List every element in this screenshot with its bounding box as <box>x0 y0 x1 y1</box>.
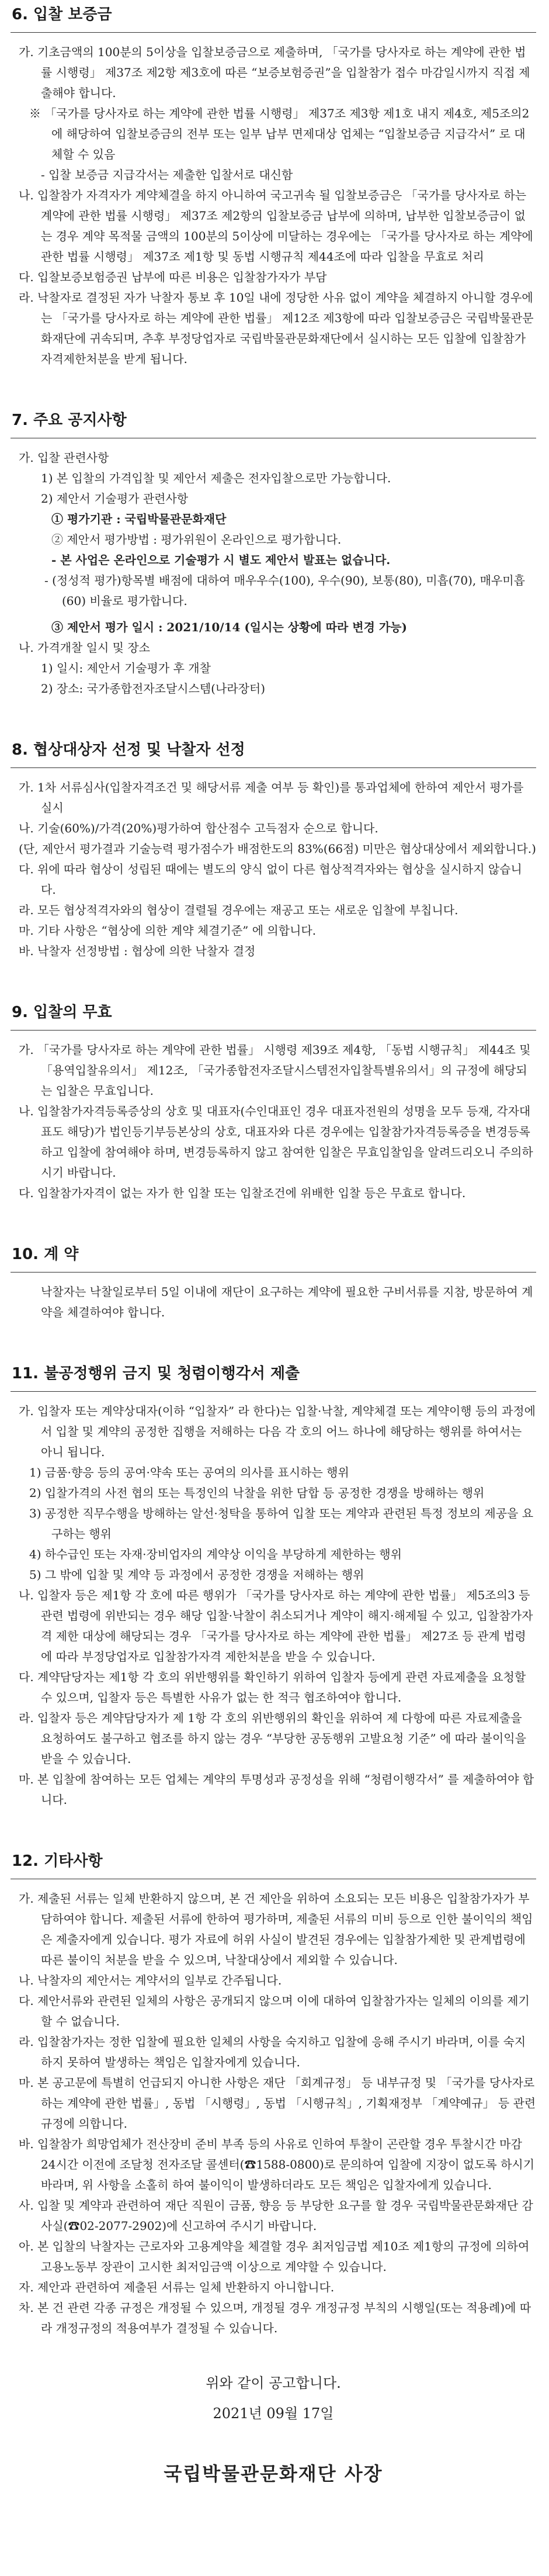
paragraph-line: 3) 공정한 직무수행을 방해하는 알선·청탁을 통하여 입찰 또는 계약과 관련된 특정 정보의 제공을 요구하는 행위 <box>29 1506 534 1541</box>
paragraph-line: 다. 입찰보증보험증권 납부에 따른 비용은 입찰참가자가 부담 <box>19 270 327 284</box>
paragraph-line: 마. 본 입찰에 참여하는 모든 업체는 계약의 투명성과 공정성을 위해 “청렴이행각서” 를 제출하여야 합니다. <box>19 1772 534 1807</box>
paragraph-line: 낙찰자는 낙찰일로부터 5일 이내에 재단이 요구하는 계약에 필요한 구비서류를 지참, 방문하여 계약을 체결하여야 합니다. <box>41 1285 533 1319</box>
section-title: 11. 불공정행위 금지 및 청렴이행각서 제출 <box>11 1360 536 1392</box>
paragraph-line: 가. 기초금액의 100분의 5이상을 입찰보증금으로 제출하며, 「국가를 당사자로 하는 계약에 관한 법률 시행령」 제37조 제2항 제3호에 따른 “보증보험증권”을 입찰참가 접수 마감일시까지 직접 제출해야 합니다. <box>19 45 530 100</box>
paragraph-line: ※ 「국가를 당사자로 하는 계약에 관한 법률 시행령」 제37조 제3항 제1호 내지 제4호, 제5조의2에 해당하여 입찰보증금의 전부 또는 일부 납부 면제대상 업체는 “입찰보증금 지급각서” 로 대체할 수 있음 <box>29 106 530 161</box>
paragraph-line: 가. 입찰자 또는 계약상대자(이하 “입찰자” 라 한다)는 입찰·낙찰, 계약체결 또는 계약이행 등의 과정에서 입찰 및 계약의 공정한 집행을 저해하는 다음 각 호의 어느 하나에 해당하는 행위를 하여서는 아니 됩니다. <box>19 1404 536 1459</box>
paragraph-line: 2) 제안서 기술평가 관련사항 <box>41 492 189 506</box>
section-title: 10. 계 약 <box>11 1241 536 1273</box>
paragraph-line: 라. 입찰참가자는 정한 입찰에 필요한 일체의 사항을 숙지하고 입찰에 응해 주시기 바라며, 이를 숙지하지 못하여 발생하는 책임은 입찰자에게 있습니다. <box>19 2035 526 2069</box>
paragraph-line: 나. 가격개찰 일시 및 장소 <box>19 641 150 655</box>
paragraph-line: 4) 하수급인 또는 자재·장비업자의 계약상 이익을 부당하게 제한하는 행위 <box>29 1547 402 1561</box>
paragraph-line: 다. 입찰참가자격이 없는 자가 한 입찰 또는 입찰조건에 위배한 입찰 등은 무효로 합니다. <box>19 1186 466 1200</box>
section-title: 9. 입찰의 무효 <box>11 999 536 1031</box>
section-title: 7. 주요 공지사항 <box>11 407 536 438</box>
paragraph-line: 라. 입찰자 등은 계약담당자가 제 1항 각 호의 위반행위의 확인을 위하여 제 다항에 따른 자료제출을 요청하여도 불구하고 협조를 하지 않는 경우 “부당한 공동행위 고발요청 기준” 에 따라 불이익을 받을 수 있습니다. <box>19 1711 526 1766</box>
section-contract <box>11 1241 536 1323</box>
section-unfair-practice <box>11 1360 536 1810</box>
section-title: 6. 입찰 보증금 <box>11 1 536 33</box>
spacer <box>11 611 536 617</box>
paragraph-line: 가. 입찰 관련사항 <box>19 451 109 465</box>
paragraph-line: 마. 본 공고문에 특별히 언급되지 아니한 사항은 재단 「회계규정」 등 내부규정 및 「국가를 당사자로 하는 계약에 관한 법률」, 동법 「시행령」, 동법 「시행규칙」, 기획재정부 「계약예규」 등 관련규정에 의합니다. <box>19 2076 536 2131</box>
closing-statement: 위와 같이 공고합니다. <box>206 2375 341 2391</box>
paragraph-line: 가. 제출된 서류는 일체 반환하지 않으며, 본 건 제안을 위하여 소요되는 모든 비용은 입찰참가자가 부담하여야 합니다. 제출된 서류에 한하여 평가하며, 제출된 서류의 미비 등으로 인한 불이익의 책임은 제출자에게 있습니다. 평가 자료에 허위 사실이 발견된 경우에는 입찰참가제한 및 관계법령에 따른 불이익 처분을 받을 수 있으며, 낙찰대상에서 제외할 수 있습니다. <box>19 1892 533 1967</box>
paragraph-line: 마. 기타 사항은 “협상에 의한 계약 체결기준” 에 의합니다. <box>19 924 317 938</box>
announcement-date: 2021년 09월 17일 <box>213 2405 334 2422</box>
paragraph-line: 나. 입찰참가자격등록증상의 상호 및 대표자(수인대표인 경우 대표자전원의 성명을 모두 등재, 각자대표도 해당)가 법인등기부등본상의 상호, 대표자와 다른 경우에는 입찰참가자격등록증을 변경등록하고 입찰에 참여해야 하며, 변경등록하지 않고 참여한 입찰은 무효입찰임을 알려드리오니 주의하시기 바랍니다. <box>19 1104 533 1180</box>
paragraph-line: 다. 위에 따라 협상이 성립된 때에는 별도의 양식 없이 다른 협상적격자와는 협상을 실시하지 않습니다. <box>19 862 522 897</box>
paragraph-line: 다. 제안서류와 관련된 일체의 사항은 공개되지 않으며 이에 대하여 입찰참가자는 일체의 이의를 제기할 수 없습니다. <box>19 1994 530 2028</box>
paragraph-line: 나. 기술(60%)/가격(20%)평가하여 합산점수 고득점자 순으로 합니다. <box>19 821 378 835</box>
section-bid-deposit <box>11 1 536 369</box>
announcement-document <box>11 0 536 2486</box>
paragraph-line: 다. 계약담당자는 제1항 각 호의 위반행위를 확인하기 위하여 입찰자 등에게 관련 자료제출을 요청할 수 있으며, 입찰자 등은 특별한 사유가 없는 한 적극 협조하여야 합니다. <box>19 1670 526 1704</box>
paragraph-line: 자. 제안과 관련하여 제출된 서류는 일체 반환하지 아니합니다. <box>19 2280 335 2294</box>
paragraph-line: ② 제안서 평가방법 : 평가위원이 온라인으로 평가합니다. <box>51 533 342 547</box>
paragraph-line: ① 평가기관 : 국립박물관문화재단 <box>51 512 227 526</box>
paragraph-line: 차. 본 건 관련 각종 규정은 개정될 수 있으며, 개정될 경우 개정규정 부칙의 시행일(또는 적용례)에 따라 개정규정의 적용여부가 결정될 수 있습니다. <box>19 2301 531 2335</box>
paragraph-line: 아. 본 입찰의 낙찰자는 근로자와 고용계약을 체결할 경우 최저임금법 제10조 제1항의 규정에 의하여 고용노동부 장관이 고시한 최저임금액 이상으로 계약할 수 있습니다. <box>19 2239 530 2274</box>
paragraph-line: 라. 낙찰자로 결정된 자가 낙찰자 통보 후 10일 내에 정당한 사유 없이 계약을 체결하지 아니할 경우에는 「국가를 당사자로 하는 계약에 관한 법률」 제12조 제3항에 따라 입찰보증금은 국립박물관문화재단에 귀속되며, 추후 부정당업자로 국립박물관문화재단에서 실시하는 모든 입찰에 입찰참가자격제한처분을 받게 됩니다. <box>19 291 534 366</box>
section-key-notices <box>11 407 536 699</box>
section-misc <box>11 1848 536 2339</box>
paragraph-line: 사. 입찰 및 계약과 관련하여 재단 직원이 금품, 향응 등 부당한 요구를 할 경우 국립박물관문화재단 감사실(☎02-2077-2902)에 신고하여 주시기 바랍니다. <box>19 2198 533 2233</box>
section-negotiation-selection <box>11 737 536 962</box>
paragraph-line: (단, 제안서 평가결과 기술능력 평가점수가 배점한도의 83%(66점) 미만은 협상대상에서 제외합니다.) <box>19 842 536 856</box>
paragraph-line: 바. 입찰참가 희망업체가 전산장비 준비 부족 등의 사유로 인하여 투찰이 곤란할 경우 투찰시간 마감 24시간 이전에 조달청 전자조달 콜센터(☎1588-0800)로 문의하여 입찰에 지장이 없도록 하시기 바라며, 위 사항을 소홀히 하여 불이익이 발생하더라도 모든 책임은 입찰자에게 있습니다. <box>19 2137 535 2192</box>
paragraph-line: ③ 제안서 평가 일시 : 2021/10/14 (일시는 상황에 따라 변경 가능) <box>51 620 407 634</box>
paragraph-line: - 본 사업은 온라인으로 기술평가 시 별도 제안서 발표는 없습니다. <box>51 553 391 567</box>
section-bid-invalidity <box>11 999 536 1204</box>
paragraph-line: 1) 일시: 제안서 기술평가 후 개찰 <box>41 661 211 675</box>
paragraph-line: 1) 금품·향응 등의 공여·약속 또는 공여의 의사를 표시하는 행위 <box>29 1465 349 1479</box>
paragraph-line: 나. 입찰참가 자격자가 계약체결을 하지 아니하여 국고귀속 될 입찰보증금은 「국가를 당사자로 하는 계약에 관한 법률 시행령」 제37조 제2항의 입찰보증금 납부에 의하며, 납부한 입찰보증금이 없는 경우 계약 목적물 금액의 100분의 5이상에 미달하는 경우에는 「국가를 당사자로 하는 계약에 관한 법률 시행령」 제37조 제1항 및 동법 시행규칙 제44조에 따라 입찰을 무효로 처리 <box>19 188 533 264</box>
paragraph-line: 2) 입찰가격의 사전 협의 또는 특정인의 낙찰을 위한 담합 등 공정한 경쟁을 방해하는 행위 <box>29 1486 485 1500</box>
paragraph-line: 1) 본 입찰의 가격입찰 및 제안서 제출은 전자입찰으로만 가능합니다. <box>41 471 391 485</box>
paragraph-line: 가. 「국가를 당사자로 하는 계약에 관한 법률」 시행령 제39조 제4항, 「동법 시행규칙」 제44조 및 「용역입찰유의서」 제12조, 「국가종합전자조달시스템전자입찰특별유의서」의 규정에 해당되는 입찰은 무효입니다. <box>19 1043 531 1098</box>
paragraph-line: - (정성적 평가)항목별 배점에 대하여 매우우수(100), 우수(90), 보통(80), 미흡(70), 매우미흡(60) 비율로 평가합니다. <box>44 573 525 608</box>
issuer-signature: 국립박물관문화재단 사장 <box>164 2463 383 2485</box>
paragraph-line: 라. 모든 협상적격자와의 협상이 결렬될 경우에는 재공고 또는 새로운 입찰에 부칩니다. <box>19 903 458 917</box>
paragraph-line: - 입찰 보증금 지급각서는 제출한 입찰서로 대신함 <box>41 168 293 182</box>
paragraph-line: 2) 장소: 국가종합전자조달시스템(나라장터) <box>41 682 266 696</box>
paragraph-line: 5) 그 밖에 입찰 및 계약 등 과정에서 공정한 경쟁을 저해하는 행위 <box>29 1568 364 1582</box>
paragraph-line: 바. 낙찰자 선정방법 : 협상에 의한 낙찰자 결정 <box>19 944 256 958</box>
paragraph-line: 나. 낙찰자의 제안서는 계약서의 일부로 간주됩니다. <box>19 1973 282 1987</box>
paragraph-line: 나. 입찰자 등은 제1항 각 호에 따른 행위가 「국가를 당사자로 하는 계약에 관한 법률」 제5조의3 등 관련 법령에 위반되는 경우 해당 입찰·낙찰이 취소되거나 계약이 해지·해제될 수 있고, 입찰참가자격 제한 대상에 해당되는 경우 「국가를 당사자로 하는 계약에 관한 법률」 제27조 등 관계 법령에 따라 부정당업자로 입찰참가자격 제한처분을 받을 수 있습니다. <box>19 1588 533 1664</box>
section-title: 12. 기타사항 <box>11 1848 536 1879</box>
paragraph-line: 가. 1차 서류심사(입찰자격조건 및 해당서류 제출 여부 등 확인)를 통과업체에 한하여 제안서 평가를 실시 <box>19 780 524 815</box>
section-title: 8. 협상대상자 선정 및 낙찰자 선정 <box>11 737 536 768</box>
